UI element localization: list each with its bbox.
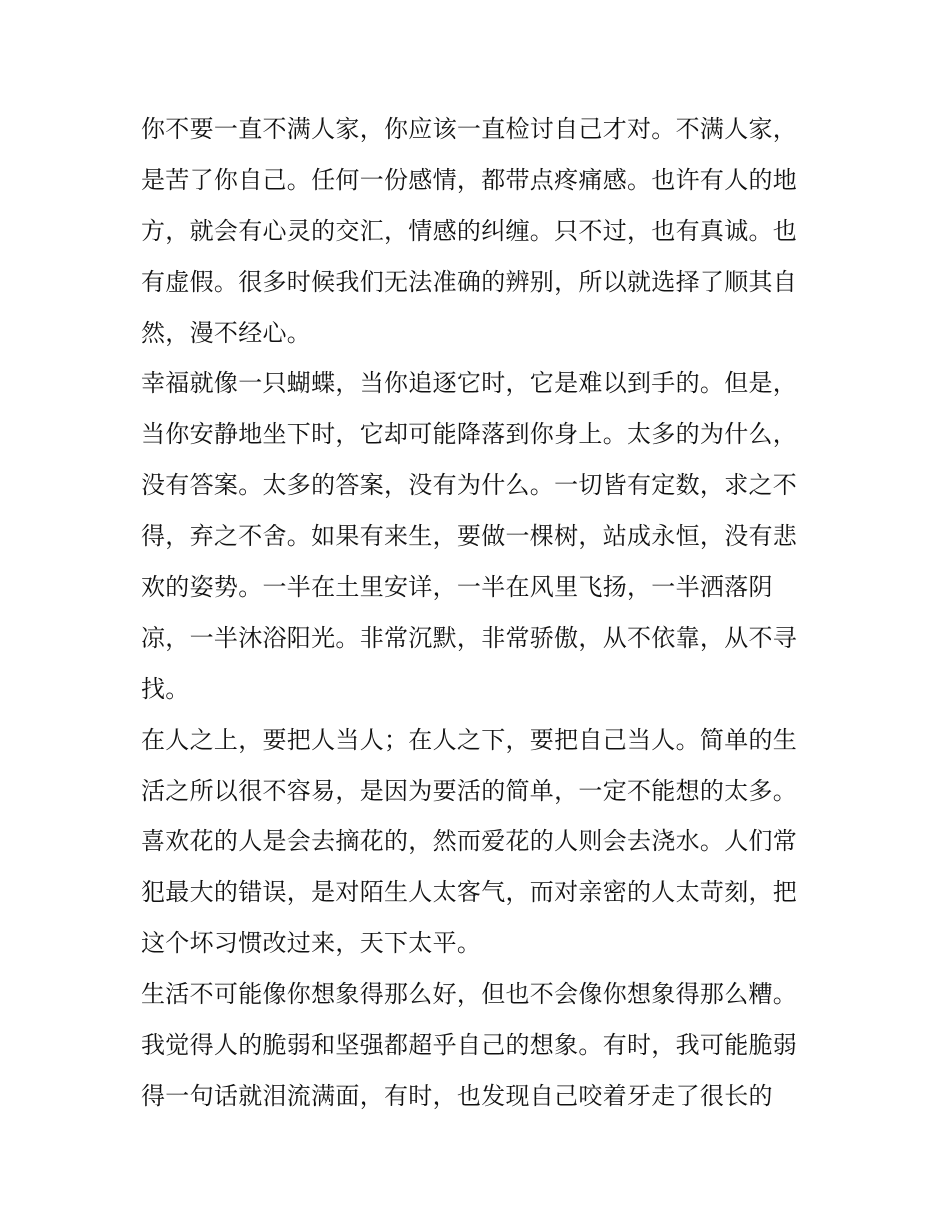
text-line: 活之所以很不容易，是因为要活的简单，一定不能想的太多。 xyxy=(141,776,798,805)
text-line: 喜欢花的人是会去摘花的，然而爱花的人则会去浇水。人们常 xyxy=(141,827,798,856)
text-line: 没有答案。太多的答案，没有为什么。一切皆有定数，求之不 xyxy=(141,471,798,500)
paragraph-3 xyxy=(141,715,821,969)
text-line: 在人之上，要把人当人；在人之下，要把自己当人。简单的生 xyxy=(141,725,798,754)
text-line: 当你安静地坐下时，它却可能降落到你身上。太多的为什么， xyxy=(141,420,798,449)
text-line: 犯最大的错误，是对陌生人太客气，而对亲密的人太苛刻，把 xyxy=(141,878,798,907)
text-line: 得，弃之不舍。如果有来生，要做一棵树，站成永恒，没有悲 xyxy=(141,522,798,551)
text-line: 是苦了你自己。任何一份感情，都带点疼痛感。也许有人的地 xyxy=(141,165,798,194)
paragraph-4 xyxy=(141,969,821,1122)
text-line: 幸福就像一只蝴蝶，当你追逐它时，它是难以到手的。但是， xyxy=(141,369,798,398)
text-line: 生活不可能像你想象得那么好，但也不会像你想象得那么糟。 xyxy=(141,980,798,1009)
text-line: 方，就会有心灵的交汇，情感的纠缠。只不过，也有真诚。也 xyxy=(141,216,798,245)
text-line: 得一句话就泪流满面，有时，也发现自己咬着牙走了很长的 xyxy=(141,1081,773,1110)
paragraph-2 xyxy=(141,358,821,714)
body-text xyxy=(141,104,821,1122)
text-line: 欢的姿势。一半在土里安详，一半在风里飞扬，一半洒落阴 xyxy=(141,573,773,602)
text-line: 有虚假。很多时候我们无法准确的辨别，所以就选择了顺其自 xyxy=(141,267,798,296)
text-line: 凉，一半沐浴阳光。非常沉默，非常骄傲，从不依靠，从不寻 xyxy=(141,623,798,652)
text-line: 这个坏习惯改过来，天下太平。 xyxy=(141,929,482,958)
text-line: 你不要一直不满人家，你应该一直检讨自己才对。不满人家， xyxy=(141,115,798,143)
text-line: 然，漫不经心。 xyxy=(141,318,312,347)
paragraph-1 xyxy=(141,104,821,358)
text-line: 找。 xyxy=(141,674,190,703)
text-line: 我觉得人的脆弱和坚强都超乎自己的想象。有时，我可能脆弱 xyxy=(141,1031,798,1060)
